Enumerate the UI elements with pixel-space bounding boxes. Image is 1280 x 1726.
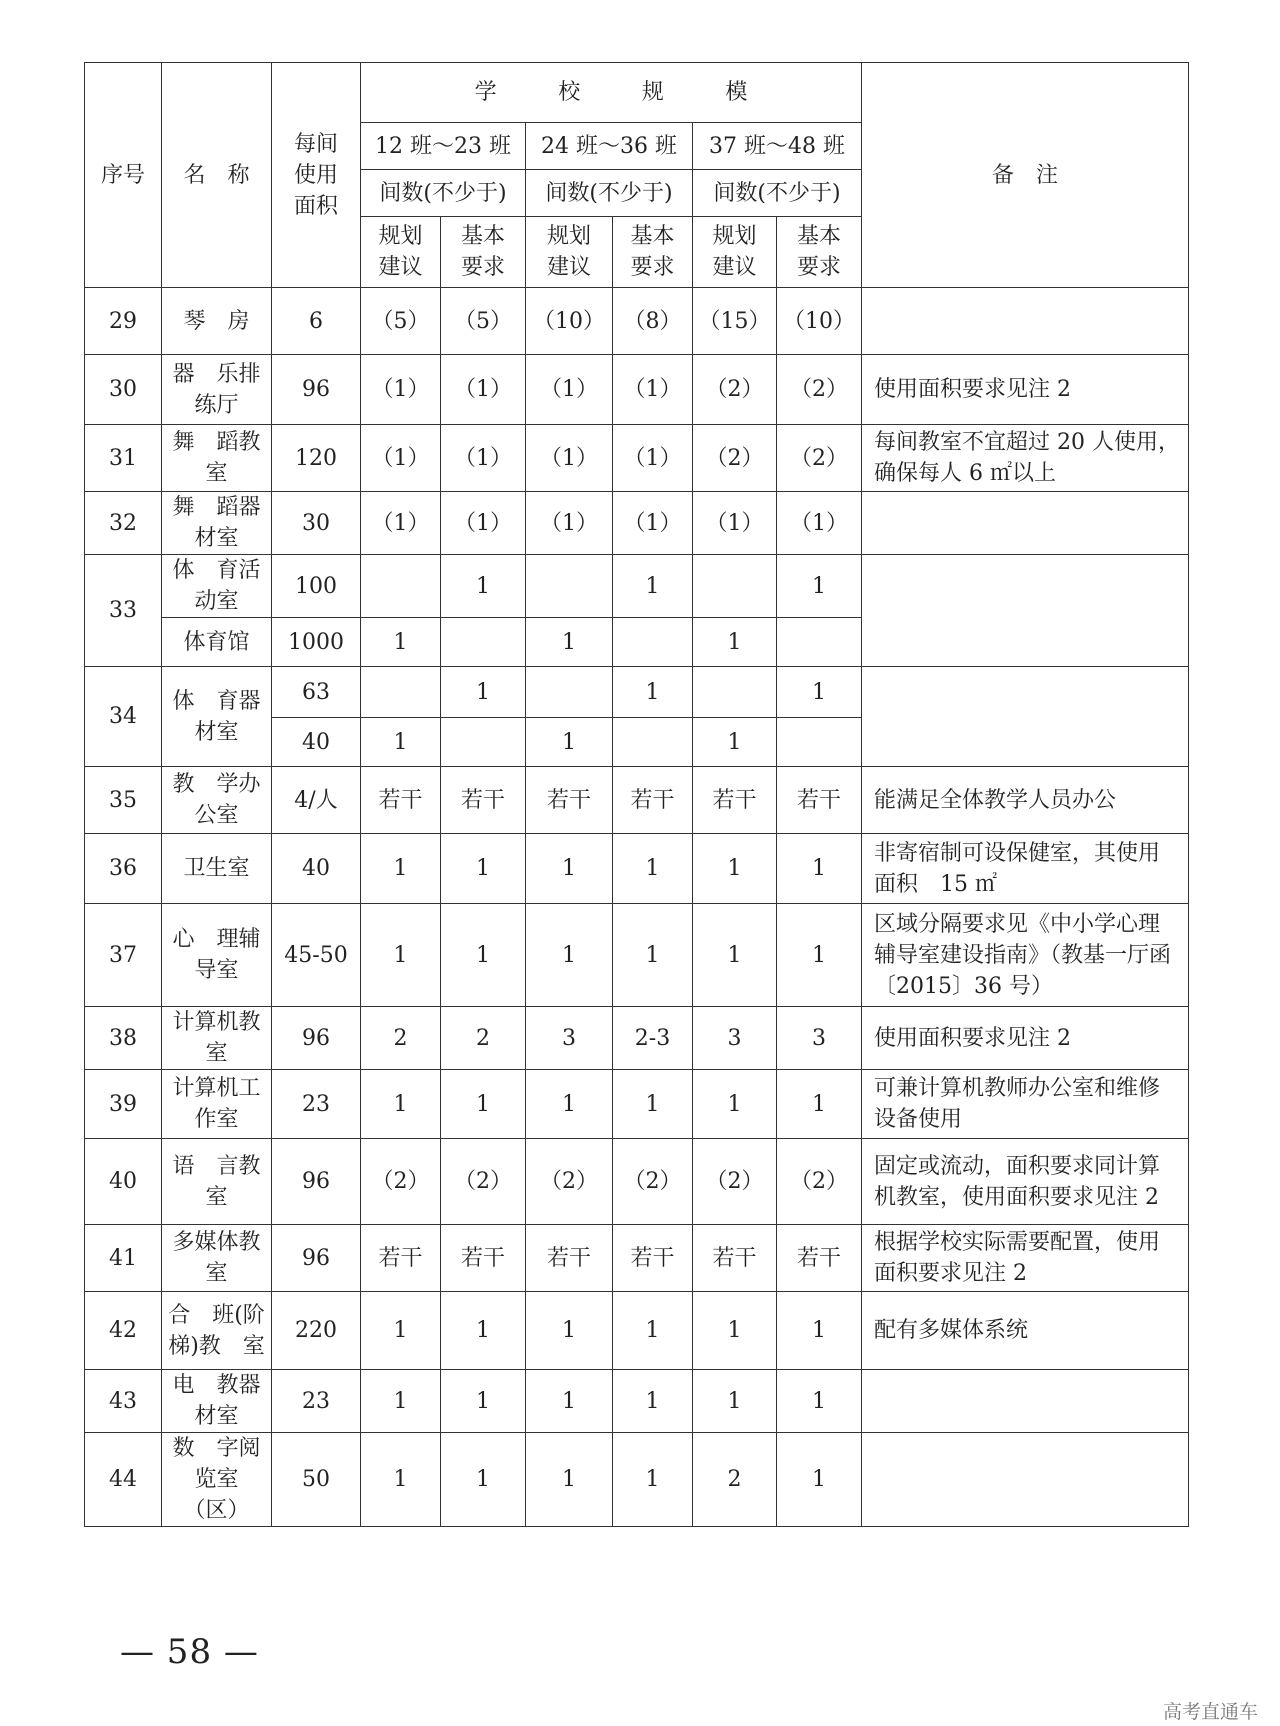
header-remark: 备 注: [862, 63, 1189, 288]
room-count: 若干: [613, 1225, 693, 1292]
room-remark: 每间教室不宜超过 20 人使用，确保每人 6 ㎡以上: [862, 425, 1189, 492]
room-count: 1: [693, 1292, 777, 1370]
room-remark: 使用面积要求见注 2: [862, 355, 1189, 425]
room-remark: [862, 1370, 1189, 1433]
room-count: 1: [693, 904, 777, 1007]
room-count: 1: [777, 555, 862, 618]
room-name: 舞 蹈器材室: [162, 492, 272, 555]
room-count: 1: [441, 834, 526, 904]
room-name: 电 教器材室: [162, 1370, 272, 1433]
row-number: 36: [85, 834, 162, 904]
room-count: 若干: [777, 767, 862, 834]
table-row: [85, 1433, 1189, 1527]
room-count: 1: [613, 1070, 693, 1139]
room-count: （1）: [441, 355, 526, 425]
room-area: 220: [272, 1292, 361, 1370]
room-area: 23: [272, 1370, 361, 1433]
room-count: [613, 618, 693, 667]
room-count: （2）: [693, 355, 777, 425]
room-count: [361, 667, 441, 718]
room-count: （2）: [693, 425, 777, 492]
row-number: 31: [85, 425, 162, 492]
room-area: 40: [272, 718, 361, 767]
row-number: 43: [85, 1370, 162, 1433]
room-count: [777, 618, 862, 667]
room-count: （8）: [613, 288, 693, 355]
row-number: 44: [85, 1433, 162, 1527]
room-remark: [862, 288, 1189, 355]
room-name: 心 理辅导室: [162, 904, 272, 1007]
header-name: 名 称: [162, 63, 272, 288]
header-basic: 基本要求: [777, 217, 862, 288]
room-count: 若干: [441, 767, 526, 834]
room-area: 6: [272, 288, 361, 355]
room-count: 1: [441, 667, 526, 718]
header-school-scale-text: 学 校 规 模: [474, 80, 768, 105]
room-count: （15）: [693, 288, 777, 355]
room-name: 数 字阅览室（区）: [162, 1433, 272, 1527]
room-area: 30: [272, 492, 361, 555]
room-count: 1: [361, 1370, 441, 1433]
room-count: （10）: [526, 288, 613, 355]
room-count: 1: [441, 1070, 526, 1139]
room-count: （1）: [613, 355, 693, 425]
room-count: 1: [361, 1070, 441, 1139]
room-name: 语 言教 室: [162, 1139, 272, 1225]
room-area: 45-50: [272, 904, 361, 1007]
room-count: [777, 718, 862, 767]
room-count: （1）: [361, 492, 441, 555]
room-count: 若干: [526, 1225, 613, 1292]
room-area: 96: [272, 355, 361, 425]
header-planned: 规划建议: [361, 217, 441, 288]
row-number: 30: [85, 355, 162, 425]
room-count: 2: [693, 1433, 777, 1527]
room-area: 96: [272, 1007, 361, 1070]
header-school-scale: [361, 63, 862, 123]
header-tier-2-rooms: 间数(不少于): [526, 170, 693, 217]
table-row: [85, 1139, 1189, 1225]
room-count: 3: [693, 1007, 777, 1070]
room-count: 1: [361, 834, 441, 904]
room-name: 多媒体教 室: [162, 1225, 272, 1292]
room-remark: 非寄宿制可设保健室，其使用面积 15 ㎡: [862, 834, 1189, 904]
room-count: 1: [361, 718, 441, 767]
room-count: （2）: [613, 1139, 693, 1225]
room-remark: 区域分隔要求见《中小学心理辅导室建设指南》（教基一厅函〔2015〕36 号）: [862, 904, 1189, 1007]
room-remark: 使用面积要求见注 2: [862, 1007, 1189, 1070]
room-count: 1: [526, 618, 613, 667]
row-number: 35: [85, 767, 162, 834]
room-count: （1）: [613, 425, 693, 492]
room-count: （2）: [777, 355, 862, 425]
room-area: 120: [272, 425, 361, 492]
row-number: 34: [85, 667, 162, 767]
room-count: 若干: [693, 767, 777, 834]
room-count: [361, 555, 441, 618]
room-area: 96: [272, 1139, 361, 1225]
room-count: 1: [361, 618, 441, 667]
room-name: 舞 蹈教 室: [162, 425, 272, 492]
room-count: 2: [441, 1007, 526, 1070]
room-count: 若干: [613, 767, 693, 834]
room-count: 1: [526, 718, 613, 767]
table-row: [85, 1370, 1189, 1433]
table-row: [85, 355, 1189, 425]
table-row: [85, 492, 1189, 555]
room-count: （1）: [613, 492, 693, 555]
header-seq: 序号: [85, 63, 162, 288]
room-name: 器 乐排练厅: [162, 355, 272, 425]
room-count: （2）: [526, 1139, 613, 1225]
room-count: [441, 718, 526, 767]
room-count: 1: [526, 1292, 613, 1370]
table-row: [85, 288, 1189, 355]
table-row: [85, 1292, 1189, 1370]
room-area: 1000: [272, 618, 361, 667]
room-count: 1: [526, 1433, 613, 1527]
room-area: 23: [272, 1070, 361, 1139]
room-remark: 固定或流动，面积要求同计算机教室，使用面积要求见注 2: [862, 1139, 1189, 1225]
room-count: 1: [777, 834, 862, 904]
room-name: 琴 房: [162, 288, 272, 355]
row-number: 32: [85, 492, 162, 555]
room-count: （1）: [777, 492, 862, 555]
room-name: 体育馆: [162, 618, 272, 667]
room-count: （1）: [361, 355, 441, 425]
room-name: 计算机工作室: [162, 1070, 272, 1139]
room-count: （1）: [361, 425, 441, 492]
room-count: [613, 718, 693, 767]
room-count: （1）: [441, 425, 526, 492]
room-count: 2-3: [613, 1007, 693, 1070]
row-number: 37: [85, 904, 162, 1007]
header-tier-2: 24 班～36 班: [526, 123, 693, 170]
table-row: [85, 767, 1189, 834]
room-count: （2）: [441, 1139, 526, 1225]
room-area: 4/人: [272, 767, 361, 834]
table-row: [85, 667, 1189, 718]
room-count: 1: [361, 1292, 441, 1370]
room-count: 1: [441, 1292, 526, 1370]
room-count: 1: [693, 718, 777, 767]
room-count: 1: [613, 667, 693, 718]
room-count: 1: [693, 1370, 777, 1433]
room-count: 若干: [777, 1225, 862, 1292]
header-tier-3-rooms: 间数(不少于): [693, 170, 862, 217]
room-remark: 根据学校实际需要配置，使用面积要求见注 2: [862, 1225, 1189, 1292]
room-remark: [862, 667, 1189, 767]
room-count: 1: [777, 1370, 862, 1433]
room-count: 1: [441, 904, 526, 1007]
room-count: （1）: [526, 492, 613, 555]
room-area: 40: [272, 834, 361, 904]
room-remark: 配有多媒体系统: [862, 1292, 1189, 1370]
room-count: （5）: [441, 288, 526, 355]
table-row: [85, 1007, 1189, 1070]
room-name: 教 学办公室: [162, 767, 272, 834]
room-count: [693, 667, 777, 718]
row-number: 39: [85, 1070, 162, 1139]
room-count: [441, 618, 526, 667]
room-remark: 能满足全体教学人员办公: [862, 767, 1189, 834]
room-count: 若干: [361, 1225, 441, 1292]
header-tier-1-rooms: 间数(不少于): [361, 170, 526, 217]
row-number: 40: [85, 1139, 162, 1225]
room-count: 2: [361, 1007, 441, 1070]
room-count: （5）: [361, 288, 441, 355]
room-count: 1: [693, 1070, 777, 1139]
room-name: 合 班(阶梯)教 室: [162, 1292, 272, 1370]
room-count: （2）: [361, 1139, 441, 1225]
room-count: 若干: [526, 767, 613, 834]
room-count: （2）: [777, 425, 862, 492]
header-basic: 基本要求: [441, 217, 526, 288]
room-count: （1）: [693, 492, 777, 555]
room-count: 1: [441, 1433, 526, 1527]
room-remark: [862, 1433, 1189, 1527]
room-count: （1）: [441, 492, 526, 555]
room-area: 96: [272, 1225, 361, 1292]
row-number: 38: [85, 1007, 162, 1070]
room-count: 1: [777, 1433, 862, 1527]
room-count: 1: [361, 904, 441, 1007]
header-tier-1: 12 班～23 班: [361, 123, 526, 170]
room-name: 体 育器材室: [162, 667, 272, 767]
table-row: [85, 834, 1189, 904]
room-count: 1: [526, 834, 613, 904]
room-count: （2）: [693, 1139, 777, 1225]
room-remark: 可兼计算机教师办公室和维修设备使用: [862, 1070, 1189, 1139]
room-requirements-table: [84, 62, 1189, 1527]
room-count: 1: [693, 618, 777, 667]
row-number: 41: [85, 1225, 162, 1292]
row-number: 33: [85, 555, 162, 667]
room-count: （1）: [526, 425, 613, 492]
header-tier-3: 37 班～48 班: [693, 123, 862, 170]
room-count: 3: [777, 1007, 862, 1070]
room-count: 若干: [441, 1225, 526, 1292]
page-number: — 58 —: [120, 1632, 259, 1672]
room-count: 1: [613, 1370, 693, 1433]
room-count: 1: [441, 1370, 526, 1433]
room-count: 1: [613, 1292, 693, 1370]
header-area: 每间使用面积: [272, 63, 361, 288]
watermark: 高考直通车: [1162, 1701, 1258, 1723]
table-row: [85, 1070, 1189, 1139]
room-count: 1: [777, 904, 862, 1007]
room-count: 若干: [693, 1225, 777, 1292]
room-count: 1: [526, 904, 613, 1007]
room-count: 1: [693, 834, 777, 904]
room-area: 50: [272, 1433, 361, 1527]
room-count: 1: [777, 1292, 862, 1370]
room-remark: [862, 492, 1189, 555]
room-count: [526, 667, 613, 718]
room-remark: [862, 555, 1189, 667]
room-count: 1: [441, 555, 526, 618]
room-count: 1: [361, 1433, 441, 1527]
room-name: 计算机教 室: [162, 1007, 272, 1070]
room-name: 卫生室: [162, 834, 272, 904]
room-area: 63: [272, 667, 361, 718]
room-count: 1: [613, 1433, 693, 1527]
room-count: 3: [526, 1007, 613, 1070]
header-planned: 规划建议: [693, 217, 777, 288]
room-count: 1: [526, 1370, 613, 1433]
room-count: 1: [777, 667, 862, 718]
room-count: （1）: [526, 355, 613, 425]
table-row: [85, 425, 1189, 492]
header-basic: 基本要求: [613, 217, 693, 288]
room-count: （2）: [777, 1139, 862, 1225]
room-count: 1: [526, 1070, 613, 1139]
row-number: 29: [85, 288, 162, 355]
room-count: 1: [777, 1070, 862, 1139]
header-planned: 规划建议: [526, 217, 613, 288]
room-count: 若干: [361, 767, 441, 834]
row-number: 42: [85, 1292, 162, 1370]
table-row: [85, 555, 1189, 618]
room-count: 1: [613, 555, 693, 618]
room-name: 体 育活动室: [162, 555, 272, 618]
room-count: （10）: [777, 288, 862, 355]
room-count: 1: [613, 834, 693, 904]
room-count: 1: [613, 904, 693, 1007]
room-area: 100: [272, 555, 361, 618]
room-count: [693, 555, 777, 618]
table-row: [85, 1225, 1189, 1292]
room-count: [526, 555, 613, 618]
table-row: [85, 904, 1189, 1007]
